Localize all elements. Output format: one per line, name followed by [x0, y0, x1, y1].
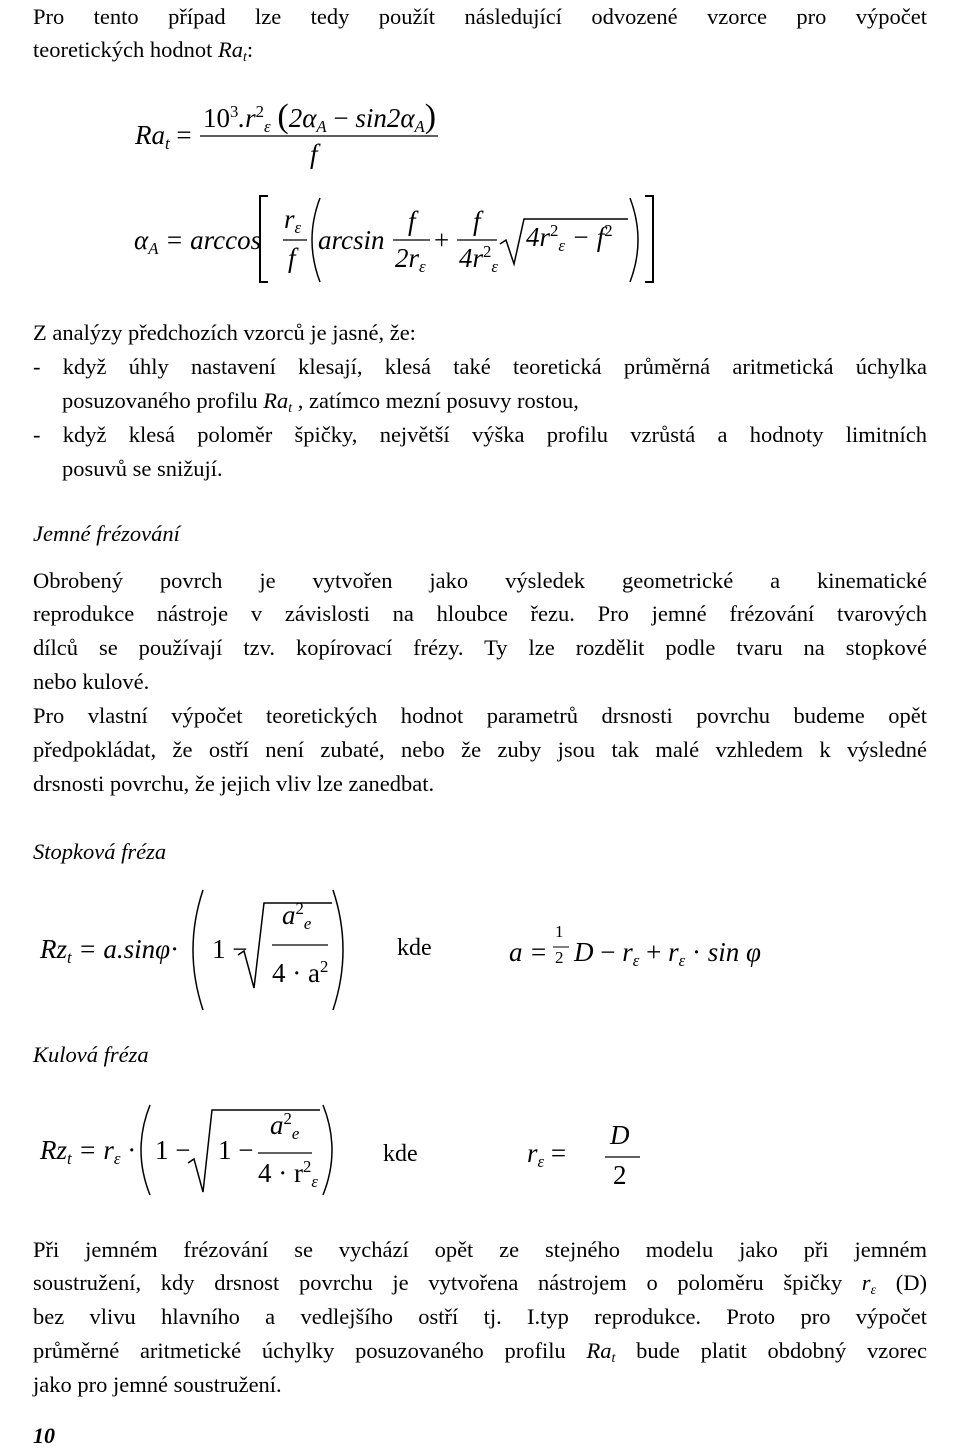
alpha-root-content: $4r^2_\varepsilon - f^2$ [526, 220, 613, 256]
bullet-1-line-1: - když úhly nastavení klesají, klesá také teoretická průměrná aritmetická úchylka [33, 354, 927, 379]
ra-symbol: Ra [217, 37, 243, 62]
ra-subscript: t [242, 50, 247, 66]
alpha-lhs: $\alpha_A = \arccos$ [134, 225, 262, 259]
ra-lhs: $Ra_t$ = [135, 120, 192, 154]
end-mill-one-minus: 1 − [212, 934, 248, 964]
ball-mill-4r-squared: $4 \cdot r^2_\varepsilon$ [258, 1156, 318, 1192]
alpha-f-num-1: f [408, 206, 416, 236]
end-mill-half-den: 2 [555, 948, 564, 967]
end-mill-a-lhs: a = [509, 937, 548, 967]
intro-line-1: Pro tento případ lze tedy použít následující odvozené vzorce pro výpočet [33, 4, 927, 29]
ball-mill-kde: kde [383, 1141, 418, 1167]
fine-p1-line-2: reprodukce nástroje v závislosti na hloubce řezu. Pro jemné frézování tvarových [33, 601, 927, 626]
final-line-5: jako pro jemné soustružení. [33, 1372, 282, 1397]
ra-denominator: f [310, 139, 318, 169]
page-number: 10 [33, 1423, 55, 1448]
ball-mill-one-minus-inner: 1 − [218, 1135, 254, 1165]
ball-mill-lhs: $Rz_t = r_\varepsilon$ · [40, 1135, 137, 1169]
ball-mill-one-minus-outer: 1 − [155, 1135, 191, 1165]
intro-colon: : [246, 37, 254, 62]
fine-p1-line-4: nebo kulové. [33, 669, 150, 694]
end-mill-4a-squared: $4 \cdot a^2$ [272, 956, 329, 988]
bullet-2-line-1: - když klesá poloměr špičky, největší výška profilu vzrůstá a hodnoty limitních [33, 422, 927, 447]
heading-ball-mill: Kulová fréza [33, 1042, 149, 1067]
alpha-f-denominator: f [288, 243, 296, 273]
alpha-arcsin: arcsin [318, 225, 385, 255]
fine-p1-line-3: dílců se používají tzv. kopírovací frézy. Ty lze rozdělit podle tvaru na stopkové [33, 635, 927, 660]
alpha-2r-den: $2r_\varepsilon$ [395, 243, 426, 277]
end-mill-lhs: $Rz_t = a.\sin\varphi\cdot$ [40, 934, 180, 968]
final-line-3: bez vlivu hlavního a vedlejšího ostří tj. I.typ reprodukce. Proto pro výpočet [33, 1304, 927, 1329]
bullet-2-line-2: posuvů se snižují. [62, 456, 223, 481]
fine-p2-line-2: předpokládat, že ostří není zubaté, nebo že zuby jsou tak malé vzhledem k výsledné [33, 737, 927, 762]
final-line-1: Při jemném frézování se vychází opět ze stejného modelu jako při jemném [33, 1237, 927, 1262]
ball-mill-r-lhs: $r_\varepsilon$ = [527, 1138, 567, 1172]
alpha-plus: + [434, 225, 450, 255]
ra-numerator: $10^3.r^2_\varepsilon$ $(2\alpha_A - \sin 2\alpha_A)$ [203, 98, 437, 137]
fine-p2-line-1: Pro vlastní výpočet teoretických hodnot parametrů drsnosti povrchu budeme opět [33, 703, 927, 728]
heading-end-mill: Stopková fréza [33, 839, 167, 864]
ball-mill-two: 2 [613, 1160, 627, 1190]
bullet-1-line-2: posuzovaného profilu $Ra_t$ , zatímco mezní posuvy rostou, [62, 388, 579, 417]
alpha-r-numerator: $r_\varepsilon$ [284, 204, 302, 238]
final-line-4: průměrné aritmetické úchylky posuzovaného profilu $Ra_t$ bude platit obdobný vzorec [33, 1338, 927, 1367]
alpha-4r-den: $4r^2_\varepsilon$ [459, 241, 498, 277]
section-heading-fine-milling: Jemné frézování [33, 521, 180, 546]
end-mill-ae-squared: $a^2_e$ [282, 898, 312, 934]
ball-mill-ae-squared: $a^2_e$ [270, 1108, 300, 1144]
end-mill-kde: kde [397, 935, 432, 961]
ball-mill-D: D [610, 1120, 630, 1150]
final-line-2: soustružení, kdy drsnost povrchu je vytvořena nástrojem o poloměru špičky $r_\varepsilon$ (D) [33, 1270, 928, 1299]
fine-p1-line-1: Obrobený povrch je vytvořen jako výsledek geometrické a kinematické [33, 568, 927, 593]
fine-p2-line-3: drsnosti povrchu, že jejich vliv lze zanedbat. [33, 771, 435, 796]
conclusion-intro: Z analýzy předchozích vzorců je jasné, že: [33, 320, 416, 345]
alpha-f-num-2: f [473, 206, 481, 236]
end-mill-half-num: 1 [555, 922, 564, 941]
end-mill-a-rhs: $D - r_\varepsilon + r_\varepsilon \cdot \sin \varphi$ [574, 937, 761, 971]
intro-text: teoretických hodnot [33, 37, 218, 62]
